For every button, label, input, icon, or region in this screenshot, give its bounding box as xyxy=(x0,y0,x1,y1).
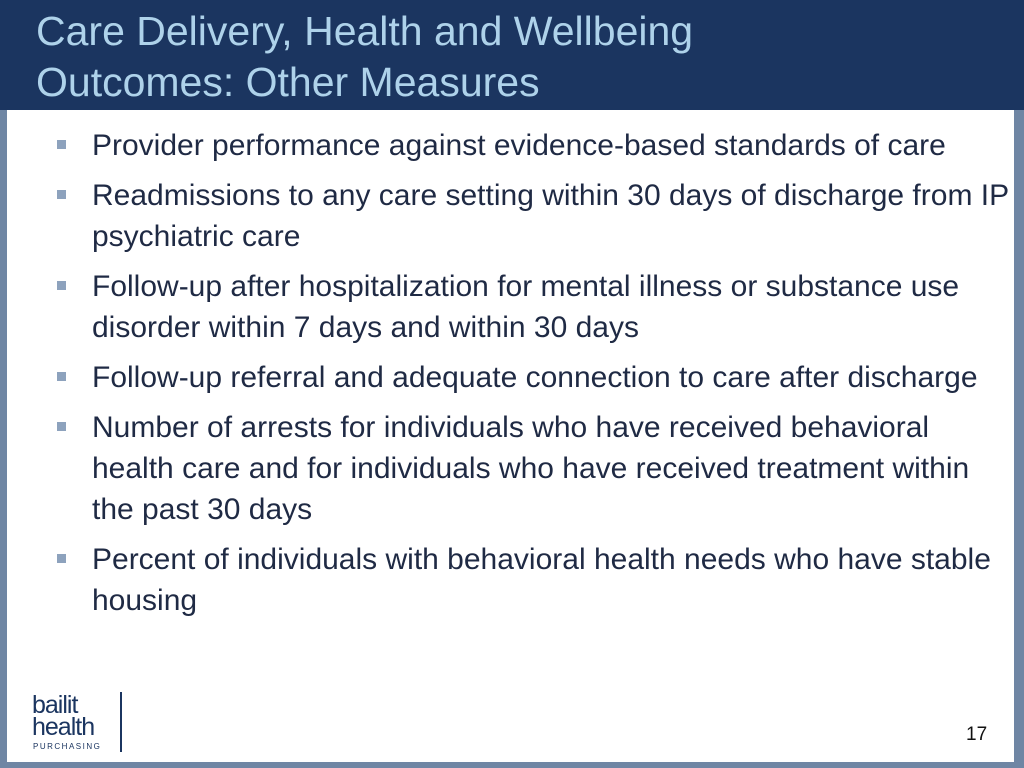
bailit-health-logo xyxy=(32,690,142,754)
title-line-2: Outcomes: Other Measures xyxy=(36,59,540,105)
bullet-item xyxy=(56,407,1016,530)
slide-title xyxy=(36,6,693,108)
square-bullet-icon xyxy=(57,554,66,563)
square-bullet-icon xyxy=(57,140,66,149)
logo-subtitle: PURCHASING xyxy=(33,742,102,751)
bullet-item xyxy=(56,125,1016,166)
logo-line-1: bailit xyxy=(32,691,78,719)
bullet-text: Percent of individuals with behavioral health needs who have stable housing xyxy=(92,543,991,617)
bullet-text: Number of arrests for individuals who have received behavioral health care and for individuals who have received treatment within the past 30 days xyxy=(92,411,970,526)
left-frame-border xyxy=(0,110,7,768)
bottom-frame-border xyxy=(0,762,1024,768)
bullet-item xyxy=(56,266,1016,348)
bullet-item xyxy=(56,357,1016,398)
bullet-list xyxy=(56,125,1016,630)
page-number: 17 xyxy=(966,724,988,745)
bullet-item xyxy=(56,539,1016,621)
title-bar xyxy=(0,0,1024,110)
logo-divider xyxy=(120,692,122,752)
logo-line-2: health xyxy=(32,713,95,741)
bullet-item xyxy=(56,175,1016,257)
square-bullet-icon xyxy=(57,281,66,290)
title-line-1: Care Delivery, Health and Wellbeing xyxy=(36,8,694,54)
bullet-text: Follow-up referral and adequate connection to care after discharge xyxy=(92,361,978,394)
bullet-text: Follow-up after hospitalization for mental illness or substance use disorder within 7 days and within 30 days xyxy=(92,270,960,344)
square-bullet-icon xyxy=(57,372,66,381)
square-bullet-icon xyxy=(57,422,66,431)
bullet-text: Provider performance against evidence-based standards of care xyxy=(92,129,946,162)
bullet-text: Readmissions to any care setting within 30 days of discharge from IP psychiatric care xyxy=(92,179,1009,253)
square-bullet-icon xyxy=(57,190,66,199)
